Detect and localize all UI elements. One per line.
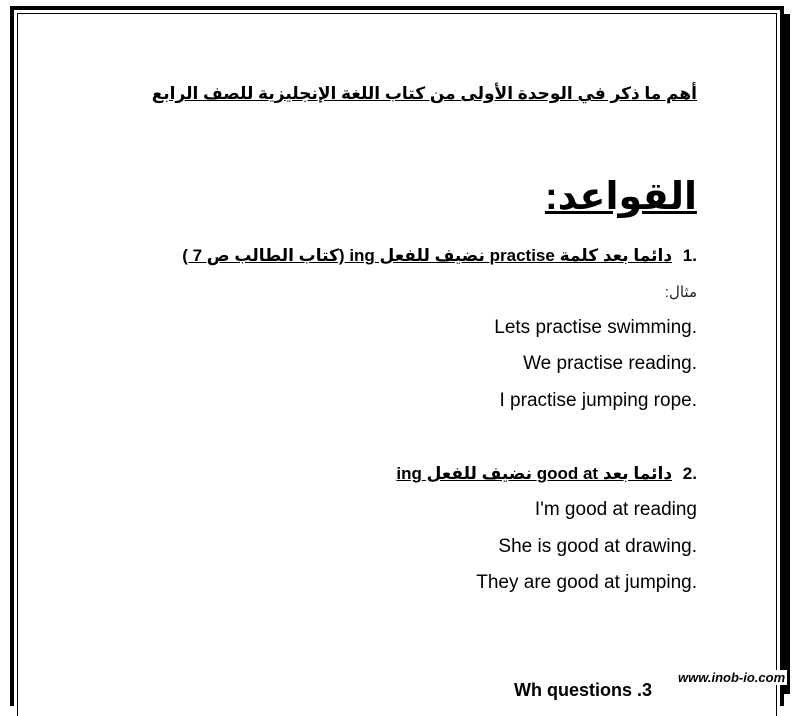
example-label: مثال: [664,284,697,301]
rule-1 [182,246,697,266]
rule-1-number: .1 [682,246,697,265]
rule-2-number: .2 [682,464,697,483]
page-border-shadow [784,14,790,694]
document-title: أهم ما ذكر في الوحدة الأولى من كتاب اللغة الإنجليزية للصف الرابع [151,84,697,103]
rule-2-example-1: I'm good at reading [534,499,697,520]
section-heading: القواعد: [544,176,697,218]
rule-2 [396,464,697,484]
watermark: www.inob-io.com [678,670,786,685]
rule-3-partial: Wh questions .3 [514,680,653,700]
rule-2-text: دائما بعد good at نضيف للفعل ing [396,464,673,483]
rule-2-example-3: They are good at jumping. [476,572,697,593]
rule-1-example-3: I practise jumping rope. [499,390,697,411]
rule-1-text: دائما بعد كلمة practise نضيف للفعل ing (كتاب الطالب ص 7 ) [182,246,673,265]
rule-2-example-2: She is good at drawing. [498,536,697,557]
rule-1-example-1: Lets practise swimming. [494,317,697,338]
rule-1-example-2: We practise reading. [523,353,697,374]
